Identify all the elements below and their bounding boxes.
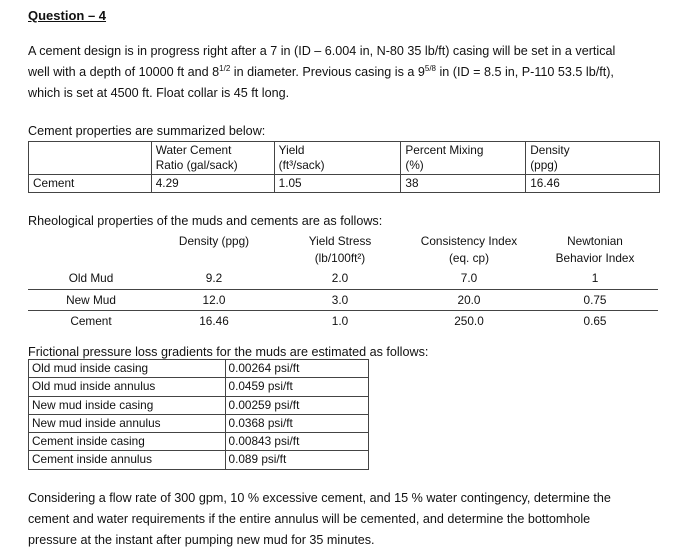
row-label: Old mud inside annulus (29, 378, 226, 396)
cement-properties-table (28, 141, 660, 193)
table-cell: 250.0 (406, 311, 532, 332)
table-header: Newtonian Behavior Index (555, 234, 635, 265)
table-row (29, 378, 369, 396)
table-header: Consistency Index (eq. cp) (420, 234, 518, 265)
table-cell: 3.0 (274, 289, 406, 311)
closing-line: Considering a flow rate of 300 gpm, 10 % excessive cement, and 15 % water contingency, determine the (28, 491, 611, 505)
table-header: Percent Mixing (%) (401, 142, 526, 175)
table-row (29, 175, 660, 193)
table-header: Density (ppg) (526, 142, 660, 175)
table-cell: 16.46 (154, 311, 274, 332)
table-header: Water Cement Ratio (gal/sack) (151, 142, 274, 175)
table-cell: 0.089 psi/ft (225, 451, 368, 469)
rheology-caption: Rheological properties of the muds and cements are as follows: (28, 214, 383, 228)
table-cell: 1.0 (274, 311, 406, 332)
table-row (29, 433, 369, 451)
table-cell: 7.0 (460, 271, 478, 285)
intro-line: well with a depth of 10000 ft and $8^{1/2}$ in diameter. Previous casing is a $9^{5/8}$ in (ID = 8.5 in, P-110 53.5 lb/ft), (28, 64, 614, 79)
intro-paragraph (28, 41, 660, 104)
table-cell: 20.0 (406, 289, 532, 311)
closing-line: pressure at the instant after pumping new mud for 35 minutes. (28, 533, 375, 547)
table-header-row (29, 142, 660, 175)
table-cell: 4.29 (151, 175, 274, 193)
table-row (28, 311, 658, 332)
rheology-table (28, 232, 658, 332)
table-row (29, 360, 369, 378)
table-header: Density (ppg) (178, 234, 250, 248)
table-row (29, 451, 369, 469)
row-label: Cement inside annulus (29, 451, 226, 469)
row-label: Old mud inside casing (29, 360, 226, 378)
closing-paragraph (28, 488, 660, 551)
table-cell: 16.46 (526, 175, 660, 193)
table-row (28, 268, 658, 289)
table-cell: 12.0 (154, 289, 274, 311)
intro-line: which is set at 4500 ft. Float collar is 45 ft long. (28, 86, 290, 100)
cement-props-caption: Cement properties are summarized below: (28, 124, 266, 138)
row-label: New mud inside annulus (29, 414, 226, 432)
table-cell: 0.65 (532, 311, 658, 332)
table-cell: 0.00259 psi/ft (225, 396, 368, 414)
table-cell: 0.00264 psi/ft (225, 360, 368, 378)
table-cell: 0.0459 psi/ft (225, 378, 368, 396)
table-cell: 0.00843 psi/ft (225, 433, 368, 451)
intro-line: A cement design is in progress right after a 7 in (ID – 6.004 in, N-80 35 lb/ft) casing will be set in a vertical (28, 44, 616, 58)
table-cell: 2.0 (331, 271, 349, 285)
table-cell (28, 232, 154, 268)
row-label: Cement (29, 175, 152, 193)
table-cell: 38 (401, 175, 526, 193)
table-cell (29, 142, 152, 175)
row-label: Cement (28, 311, 154, 332)
table-cell: 9.2 (205, 271, 223, 285)
table-row (29, 396, 369, 414)
table-cell: 1 (591, 271, 599, 285)
row-label: New Mud (28, 289, 154, 311)
question-heading: Question – 4 (28, 8, 107, 23)
friction-caption: Frictional pressure loss gradients for the muds are estimated as follows: (28, 345, 429, 359)
closing-line: cement and water requirements if the entire annulus will be cemented, and determine the bottomhole (28, 512, 591, 526)
table-cell: 0.75 (532, 289, 658, 311)
table-header: Yield (ft³/sack) (274, 142, 401, 175)
row-label: Cement inside casing (29, 433, 226, 451)
table-cell: 0.0368 psi/ft (225, 414, 368, 432)
table-row (29, 414, 369, 432)
friction-gradient-table (28, 359, 369, 470)
table-row (28, 289, 658, 311)
row-label: New mud inside casing (29, 396, 226, 414)
row-label: Old Mud (68, 271, 114, 285)
table-cell: 1.05 (274, 175, 401, 193)
table-header-row (28, 232, 658, 268)
table-header: Yield Stress (lb/100ft²) (308, 234, 372, 265)
